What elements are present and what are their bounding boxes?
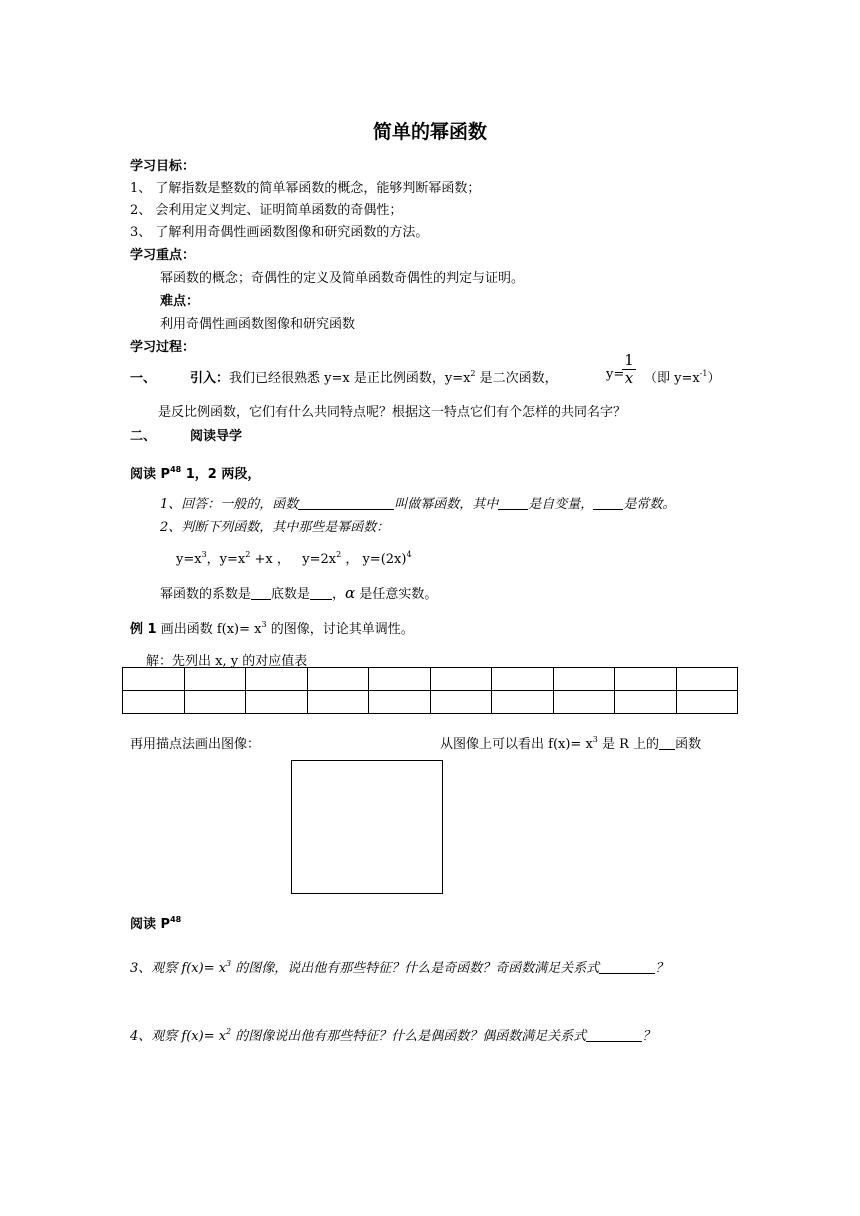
- objectives-heading: 学习目标：: [130, 159, 196, 174]
- q4-exp: 2: [226, 1027, 232, 1036]
- from-graph-c: 函数: [675, 737, 702, 752]
- solution-text: 解：先列出 x, y 的对应值表: [146, 654, 308, 669]
- from-graph-a: 从图像上可以看出 f(x)= x: [440, 737, 593, 752]
- paren-close: ）: [707, 371, 721, 386]
- plot-text: 再用描点法画出图像：: [130, 737, 261, 752]
- intro-line-2: 是反比例函数，它们有什么共同特点呢？根据这一特点它们有个怎样的共同名字？: [158, 405, 627, 420]
- coef-text-b: 底数是: [271, 587, 311, 602]
- func-2: ，y=x: [206, 552, 246, 567]
- key-points-text: 幂函数的概念；奇偶性的定义及简单函数奇偶性的判定与证明。: [160, 271, 525, 286]
- blank[interactable]: [586, 1029, 642, 1042]
- read-page: 48: [170, 915, 182, 924]
- read-label: 阅读 P: [130, 917, 171, 932]
- func-3: y=2x: [298, 552, 337, 567]
- q1-text-d: 是常数。: [623, 497, 676, 512]
- example-text-a: 画出函数 f(x)= x: [156, 622, 262, 637]
- q3-text-b: 的图像，说出他有那些特征？什么是奇函数？奇函数满足关系式: [231, 961, 600, 976]
- page-title: 简单的幂函数: [372, 121, 487, 143]
- objective-item: 3、 了解利用奇偶性画函数图像和研究函数的方法。: [130, 225, 429, 240]
- question-4: [130, 1025, 655, 1044]
- q1-text-b: 叫做幂函数，其中: [394, 497, 499, 512]
- blank[interactable]: [298, 497, 394, 510]
- table-cell[interactable]: [246, 691, 308, 714]
- paren-text: （即 y=x: [644, 371, 700, 386]
- func-1: y=x: [176, 552, 202, 567]
- difficulty-text: 利用奇偶性画函数图像和研究函数: [160, 317, 356, 332]
- blank[interactable]: [659, 737, 675, 750]
- table-cell[interactable]: [307, 668, 369, 691]
- table-cell[interactable]: [369, 691, 431, 714]
- func-2-exp: 2: [245, 550, 251, 559]
- intro-number: 一、: [130, 371, 157, 386]
- intro-exp-a: 2: [470, 369, 476, 378]
- example-1: [130, 618, 414, 637]
- blank[interactable]: [310, 587, 332, 600]
- table-cell[interactable]: [676, 668, 738, 691]
- section2-title: 阅读导学: [190, 429, 243, 444]
- table-cell[interactable]: [123, 691, 185, 714]
- example-exp: 3: [261, 620, 267, 629]
- coef-text-d: 是任意实数。: [355, 587, 438, 602]
- example-label: 例 1: [130, 622, 157, 637]
- blank[interactable]: [498, 497, 528, 510]
- coef-text-a: 幂函数的系数是: [160, 587, 252, 602]
- graph-drawing-box[interactable]: [291, 760, 443, 894]
- table-cell[interactable]: [676, 691, 738, 714]
- from-graph-b: 是 R 上的: [597, 737, 660, 752]
- blank[interactable]: [251, 587, 271, 600]
- coef-text-c: ，: [332, 587, 346, 602]
- intro-y-eq: y=: [606, 367, 625, 382]
- table-cell[interactable]: [369, 668, 431, 691]
- table-cell[interactable]: [430, 668, 492, 691]
- fraction-numerator: 1: [622, 352, 636, 370]
- table-cell[interactable]: [123, 668, 185, 691]
- read-2: [130, 913, 181, 932]
- question-1: [160, 493, 675, 512]
- read-page: 48: [170, 465, 182, 474]
- reciprocal-fraction: [622, 352, 636, 387]
- difficulty-heading: 难点：: [160, 294, 200, 309]
- process-heading: 学习过程：: [130, 340, 196, 355]
- q1-text-c: 是自变量，: [528, 497, 594, 512]
- intro-paren: [644, 367, 721, 386]
- table-cell[interactable]: [492, 668, 554, 691]
- table-cell[interactable]: [553, 668, 615, 691]
- func-1-exp: 3: [201, 550, 207, 559]
- objective-item: 2、 会利用定义判定、证明简单函数的奇偶性；: [130, 203, 403, 218]
- objective-item: 1、 了解指数是整数的简单幂函数的概念，能够判断幂函数；: [130, 181, 481, 196]
- fraction-denominator: x: [624, 369, 634, 387]
- table-cell[interactable]: [184, 668, 246, 691]
- q4-text-b: 的图像说出他有那些特征？什么是偶函数？偶函数满足关系式: [231, 1029, 587, 1044]
- func-4-exp: 4: [406, 550, 412, 559]
- paren-exp: -1: [699, 369, 708, 378]
- table-cell[interactable]: [553, 691, 615, 714]
- q4-text-c: ？: [642, 1029, 656, 1044]
- alpha-symbol: α: [345, 584, 356, 602]
- coefficient-line: [160, 583, 437, 602]
- section2-number: 二、: [130, 429, 157, 444]
- table-cell[interactable]: [307, 691, 369, 714]
- example-text-b: 的图像，讨论其单调性。: [266, 622, 414, 637]
- q3-text-c: ？: [655, 961, 669, 976]
- read-rest: 1，2 两段，: [181, 467, 261, 482]
- table-cell[interactable]: [492, 691, 554, 714]
- read-1: [130, 463, 260, 482]
- intro-line-1: [190, 367, 558, 386]
- table-row: [123, 668, 738, 691]
- func-3-exp: 2: [336, 550, 342, 559]
- key-points-heading: 学习重点：: [130, 248, 196, 263]
- func-4: ， y=(2x): [341, 552, 407, 567]
- table-row: [123, 691, 738, 714]
- from-graph-text: [440, 733, 701, 752]
- blank[interactable]: [599, 961, 655, 974]
- func-2-rest: +x ，: [250, 552, 290, 567]
- q3-exp: 3: [226, 959, 232, 968]
- table-cell[interactable]: [184, 691, 246, 714]
- q4-text-a: 4、观察 f(x)= x: [130, 1029, 227, 1044]
- table-cell[interactable]: [246, 668, 308, 691]
- table-cell[interactable]: [615, 668, 677, 691]
- question-3: [130, 957, 668, 976]
- read-label: 阅读 P: [130, 467, 171, 482]
- blank[interactable]: [593, 497, 623, 510]
- question-2: 2、判断下列函数，其中那些是幂函数：: [160, 520, 390, 535]
- q3-text-a: 3、观察 f(x)= x: [130, 961, 227, 976]
- intro-text-b: 是二次函数，: [475, 371, 558, 386]
- function-list: [176, 548, 412, 567]
- table-cell[interactable]: [615, 691, 677, 714]
- q1-text-a: 1、回答：一般的，函数: [160, 497, 299, 512]
- from-graph-exp: 3: [592, 735, 598, 744]
- intro-label: 引入：: [190, 371, 230, 386]
- value-table: [122, 667, 738, 714]
- table-cell[interactable]: [430, 691, 492, 714]
- intro-text-a: 我们已经很熟悉 y=x 是正比例函数，y=x: [229, 371, 471, 386]
